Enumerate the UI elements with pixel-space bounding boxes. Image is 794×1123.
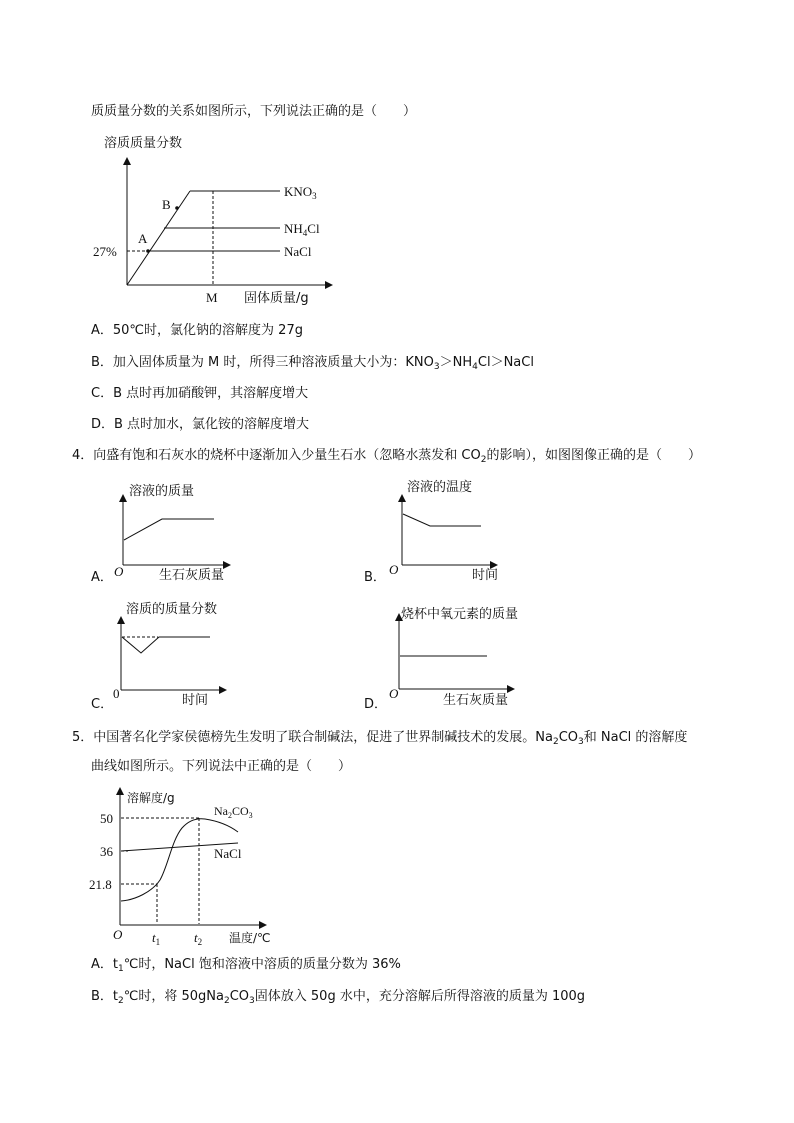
q4a-curve xyxy=(124,519,214,540)
q3-series-kno3: $KNO_3$ xyxy=(284,184,317,201)
q4c-origin: 0 xyxy=(113,686,120,701)
q4a-xlabel: 生石灰质量 xyxy=(159,568,225,583)
q4c-xlabel: 时间 xyxy=(182,693,209,708)
q3-point-a xyxy=(146,249,150,253)
q4-graph-b xyxy=(389,495,497,577)
q3-xtick-m: M xyxy=(206,290,218,305)
q5-xtick-t1: $t_1$ xyxy=(152,930,161,947)
q3-point-b xyxy=(175,206,179,210)
q3-option-c: C．B 点时再加硝酸钾，其溶解度增大 xyxy=(91,386,309,401)
q5-chart xyxy=(89,788,271,947)
q3-rise-line xyxy=(127,191,190,285)
q3-label-a: A xyxy=(138,231,148,246)
q3-option-d: D．B 点时加水，氯化铵的溶解度增大 xyxy=(91,417,310,432)
q4-graph-d xyxy=(389,614,514,701)
q4a-ylabel: 溶液的质量 xyxy=(129,484,195,499)
q5-ytick-21-8: 21.8 xyxy=(89,877,112,892)
q3-stem: 质质量分数的关系如图所示，下列说法正确的是（ ） xyxy=(91,104,417,119)
q4d-origin: O xyxy=(389,686,399,701)
q4b-curve xyxy=(403,514,481,526)
q4-stem: 4．向盛有饱和石灰水的烧杯中逐渐加入少量生石水（忽略水蒸发和 $CO_2$的影响），如图图像正确的是（ ） xyxy=(72,448,701,465)
q4a-origin: O xyxy=(114,564,124,579)
q4b-ylabel: 溶液的温度 xyxy=(407,480,473,495)
q4b-xlabel: 时间 xyxy=(472,568,499,583)
q5-series-na2co3: $Na_2CO_3$ xyxy=(214,804,253,820)
q3-label-b: B xyxy=(162,197,171,212)
q4c-ylabel: 溶质的质量分数 xyxy=(126,602,218,617)
q3-series-nacl: NaCl xyxy=(284,244,312,259)
q5-option-a: A．$t_1℃$时，NaCl 饱和溶液中溶质的质量分数为 36% xyxy=(91,957,401,974)
q5-ylabel: 溶解度/g xyxy=(127,791,175,805)
q4a-option-label: A． xyxy=(91,570,113,585)
q5-series-nacl: NaCl xyxy=(214,846,242,861)
q4c-option-label: C． xyxy=(91,697,114,712)
q4d-option-label: D． xyxy=(364,697,388,712)
q5-xlabel: 温度/℃ xyxy=(229,931,271,945)
q5-ytick-50: 50 xyxy=(100,811,113,826)
q5-option-b: B．$t_2℃$时，将 $50gNa_2CO_3$固体放入 50g 水中，充分溶解后所得溶液的质量为 100g xyxy=(91,989,586,1006)
q3-chart-ylabel: 溶质质量分数 xyxy=(104,136,183,151)
q3-option-a: A．50℃时，氯化钠的溶解度为 27g xyxy=(91,323,303,338)
q5-stem-line2: 曲线如图所示。下列说法中正确的是（ ） xyxy=(91,759,352,774)
q3-series-nh4cl: $NH_4Cl$ xyxy=(284,221,320,238)
q4c-curve xyxy=(122,637,210,653)
q3-xlabel: 固体质量/g xyxy=(244,291,309,306)
q4d-ylabel: 烧杯中氧元素的质量 xyxy=(401,607,519,622)
q4-graph-c xyxy=(113,617,226,701)
q5-stem-line1: 5．中国著名化学家侯德榜先生发明了联合制碱法，促进了世界制碱技术的发展。$Na_2CO_3$和 NaCl 的溶解度 xyxy=(72,730,688,747)
q3-option-b: B．加入固体质量为 M 时，所得三种溶液质量大小为：$KNO_3>NH_4Cl>NaCl$ xyxy=(91,355,534,372)
q5-origin: O xyxy=(113,927,123,942)
q4b-option-label: B． xyxy=(364,570,386,585)
q4-graph-a xyxy=(114,495,230,579)
q4b-origin: O xyxy=(389,562,399,577)
q3-ytick-27: 27% xyxy=(93,244,117,259)
q4d-xlabel: 生石灰质量 xyxy=(443,693,509,708)
q5-ytick-36: 36 xyxy=(100,844,113,859)
q5-xtick-t2: $t_2$ xyxy=(194,930,203,947)
